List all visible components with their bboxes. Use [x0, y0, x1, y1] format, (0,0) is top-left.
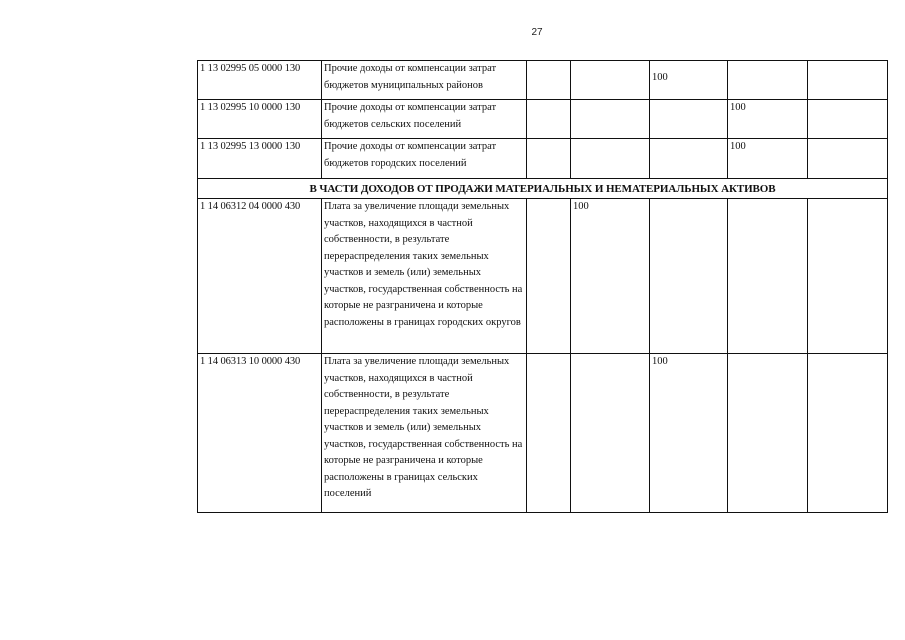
- table-row: [198, 139, 888, 179]
- revenue-name: Прочие доходы от компенсации затрат бюджетов городских поселений: [322, 139, 527, 179]
- value-cell: [650, 100, 728, 139]
- value-cell: [728, 354, 808, 513]
- value-cell: 100: [728, 100, 808, 139]
- revenue-name: Плата за увеличение площади земельных участков, находящихся в частной собственности, в результате перераспределения таких земельных участков и земель (или) земельных участков, государственная собственность на которые не разграничена и которые расположены в границах городских округов: [322, 199, 527, 354]
- value-cell: [728, 61, 808, 100]
- value-cell: 100: [650, 61, 728, 100]
- value-cell: [808, 100, 888, 139]
- revenue-name: Прочие доходы от компенсации затрат бюджетов сельских поселений: [322, 100, 527, 139]
- value-cell: [728, 199, 808, 354]
- revenue-code: 1 14 06312 04 0000 430: [198, 199, 322, 354]
- value-cell: 100: [571, 199, 650, 354]
- value-cell: [808, 139, 888, 179]
- value-cell: [527, 61, 571, 100]
- value-cell: [571, 139, 650, 179]
- revenue-code: 1 13 02995 10 0000 130: [198, 100, 322, 139]
- revenue-code: 1 14 06313 10 0000 430: [198, 354, 322, 513]
- value-cell: 100: [728, 139, 808, 179]
- value-cell: [527, 139, 571, 179]
- table-row: [198, 354, 888, 513]
- page-number: 27: [531, 27, 543, 38]
- section-header-row: [198, 179, 888, 199]
- table-row: [198, 199, 888, 354]
- value-cell: [650, 199, 728, 354]
- revenue-name: Прочие доходы от компенсации затрат бюджетов муниципальных районов: [322, 61, 527, 100]
- value-cell: [808, 61, 888, 100]
- revenue-table: [197, 60, 888, 513]
- value-cell: [650, 139, 728, 179]
- table-row: [198, 100, 888, 139]
- revenue-code: 1 13 02995 13 0000 130: [198, 139, 322, 179]
- value-cell: [571, 100, 650, 139]
- revenue-code: 1 13 02995 05 0000 130: [198, 61, 322, 100]
- revenue-name: Плата за увеличение площади земельных участков, находящихся в частной собственности, в результате перераспределения таких земельных участков и земель (или) земельных участков, государственная собственность на которые не разграничена и которые расположены в границах сельских поселений: [322, 354, 527, 513]
- value-cell: [527, 199, 571, 354]
- value-cell: [571, 354, 650, 513]
- section-title: В ЧАСТИ ДОХОДОВ ОТ ПРОДАЖИ МАТЕРИАЛЬНЫХ И НЕМАТЕРИАЛЬНЫХ АКТИВОВ: [198, 179, 888, 199]
- table-row: [198, 61, 888, 100]
- value-cell: 100: [650, 354, 728, 513]
- value-cell: [527, 100, 571, 139]
- value-cell: [527, 354, 571, 513]
- value-cell: [808, 199, 888, 354]
- value-cell: [808, 354, 888, 513]
- value-cell: [571, 61, 650, 100]
